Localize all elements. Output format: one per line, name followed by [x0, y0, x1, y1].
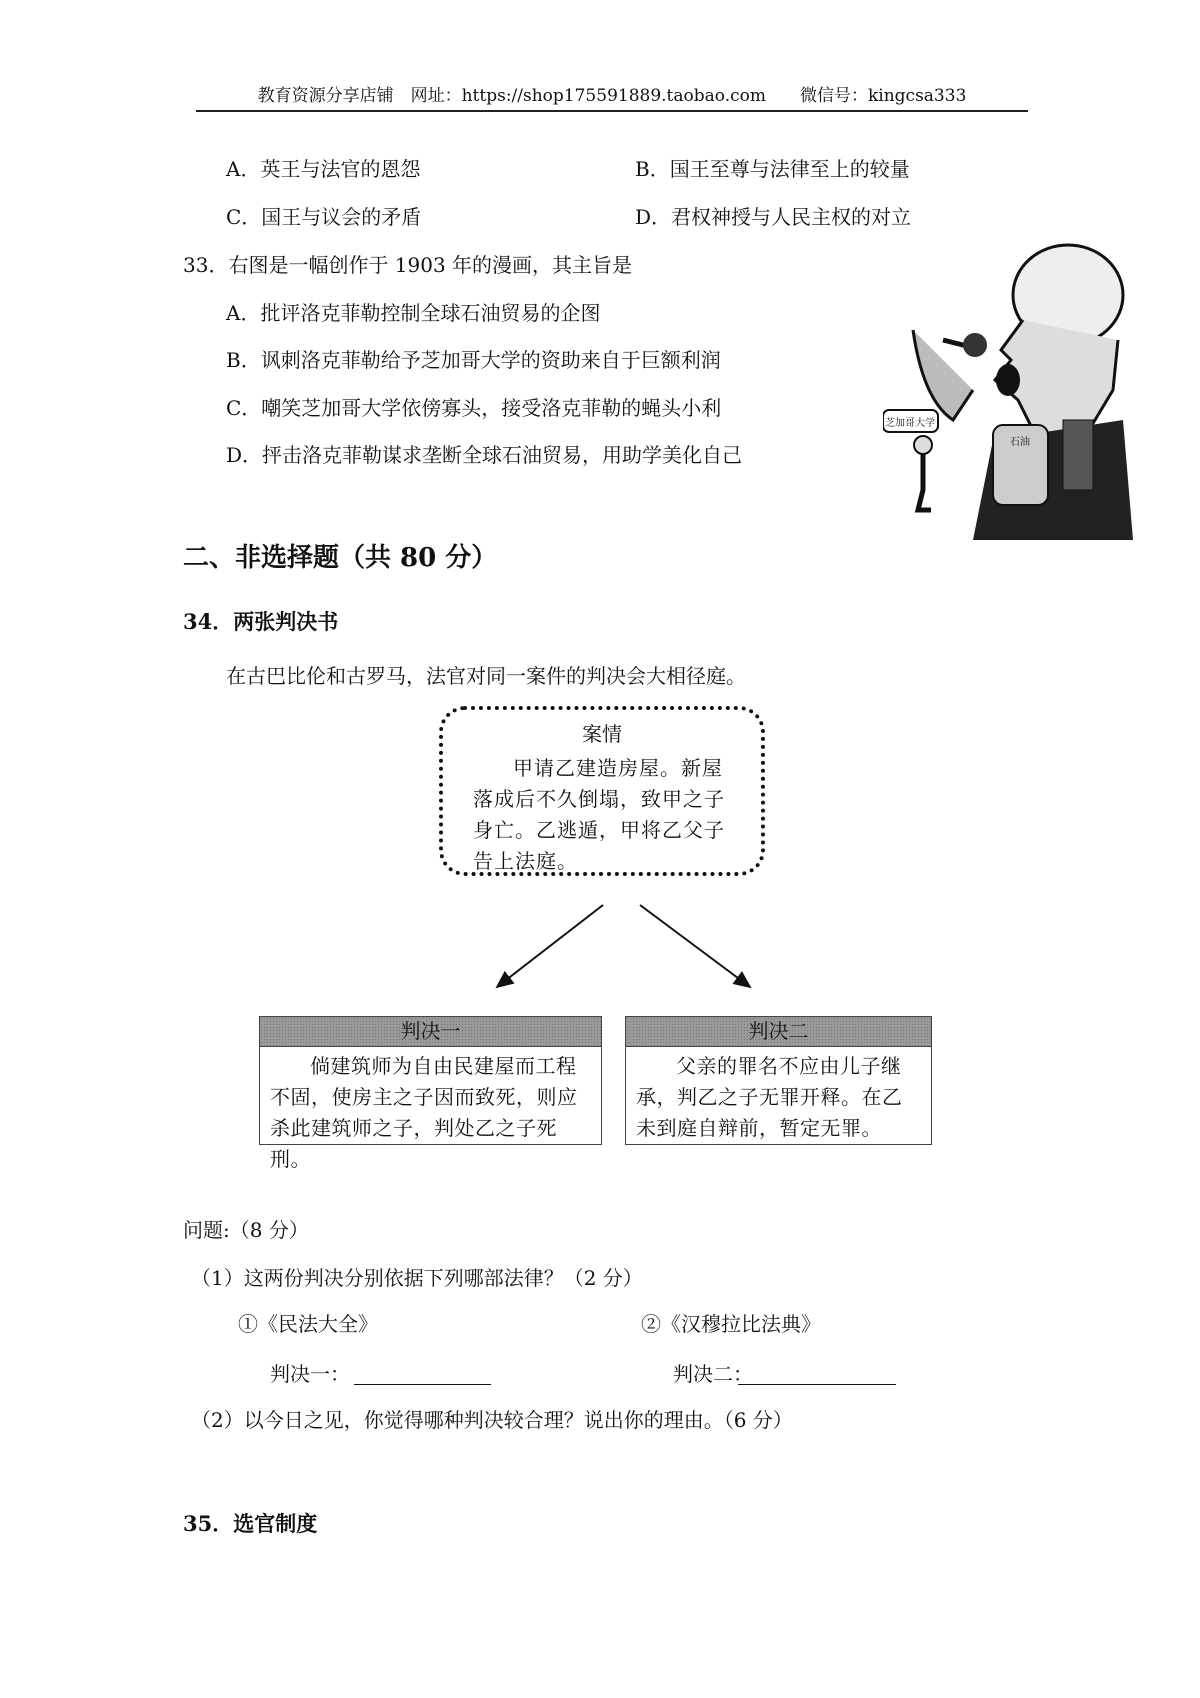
q33-stem: 33．右图是一幅创作于 1903 年的漫画，其主旨是: [183, 253, 633, 277]
arrow-to-verdict1: [497, 905, 603, 987]
section-2-heading: 二、非选择题（共 80 分）: [183, 543, 498, 573]
q32-option-c: C．国王与议会的矛盾: [226, 205, 422, 229]
sub-question-1: （1）这两份判决分别依据下列哪部法律？（2 分）: [191, 1266, 643, 1290]
case-body: 甲请乙建造房屋。新屋落成后不久倒塌，致甲之子身亡。乙逃遁，甲将乙父子告上法庭。: [473, 756, 725, 873]
q35-title: 35．选官制度: [183, 1511, 318, 1536]
verdict-1-title: 判决一: [260, 1017, 601, 1047]
verdict-1-body: 倘建筑师为自由民建屋而工程不固，使房主之子因而致死，则应杀此建筑师之子，判处乙之子死刑。: [270, 1054, 578, 1171]
cartoon-label-oil: 石油: [1010, 437, 1030, 448]
blank-2-label: 判决二：: [673, 1362, 753, 1386]
verdict-1-answer-blank[interactable]: [354, 1384, 491, 1385]
question-label: 问题:（8 分）: [183, 1218, 309, 1242]
case-title: 案情: [582, 722, 622, 746]
verdict-2-answer-blank[interactable]: [738, 1384, 896, 1385]
q32-option-d: D．君权神授与人民主权的对立: [635, 205, 912, 229]
verdict-2-title: 判决二: [626, 1017, 931, 1047]
law-option-1: ①《民法大全》: [238, 1312, 378, 1336]
verdict-1-box: [259, 1016, 602, 1171]
q32-option-a: A．英王与法官的恩怨: [226, 157, 421, 181]
verdict-2-body: 父亲的罪名不应由儿子继承，判乙之子无罪开释。在乙未到庭自辩前，暂定无罪。: [636, 1054, 903, 1140]
rockefeller-cartoon: [883, 240, 1143, 540]
q33-option-d: D．抨击洛克菲勒谋求垄断全球石油贸易，用助学美化自己: [226, 443, 743, 467]
arrow-to-verdict2: [640, 905, 750, 987]
case-box: [439, 706, 765, 876]
q32-option-b: B．国王至尊与法律至上的较量: [635, 157, 910, 181]
law-option-2: ②《汉穆拉比法典》: [641, 1312, 821, 1336]
verdict-2-box: [625, 1016, 932, 1145]
cartoon-label-university: 芝加哥大学: [885, 418, 935, 429]
q34-title: 34．两张判决书: [183, 609, 339, 634]
q34-intro: 在古巴比伦和古罗马，法官对同一案件的判决会大相径庭。: [226, 664, 746, 688]
q33-option-b: B．讽刺洛克菲勒给予芝加哥大学的资助来自于巨额利润: [226, 348, 721, 372]
q33-option-a: A．批评洛克菲勒控制全球石油贸易的企图: [226, 301, 601, 325]
flow-arrows: [480, 895, 770, 1000]
q33-option-c: C．嘲笑芝加哥大学依傍寡头，接受洛克菲勒的蝇头小利: [226, 396, 722, 420]
sub-question-2: （2）以今日之见，你觉得哪种判决较合理？说出你的理由。（6 分）: [191, 1408, 793, 1432]
blank-1-label: 判决一：: [270, 1362, 350, 1386]
header-divider: [196, 110, 1028, 112]
page-header: 教育资源分享店铺 网址：https://shop175591889.taobao.com 微信号：kingcsa333: [257, 86, 967, 106]
